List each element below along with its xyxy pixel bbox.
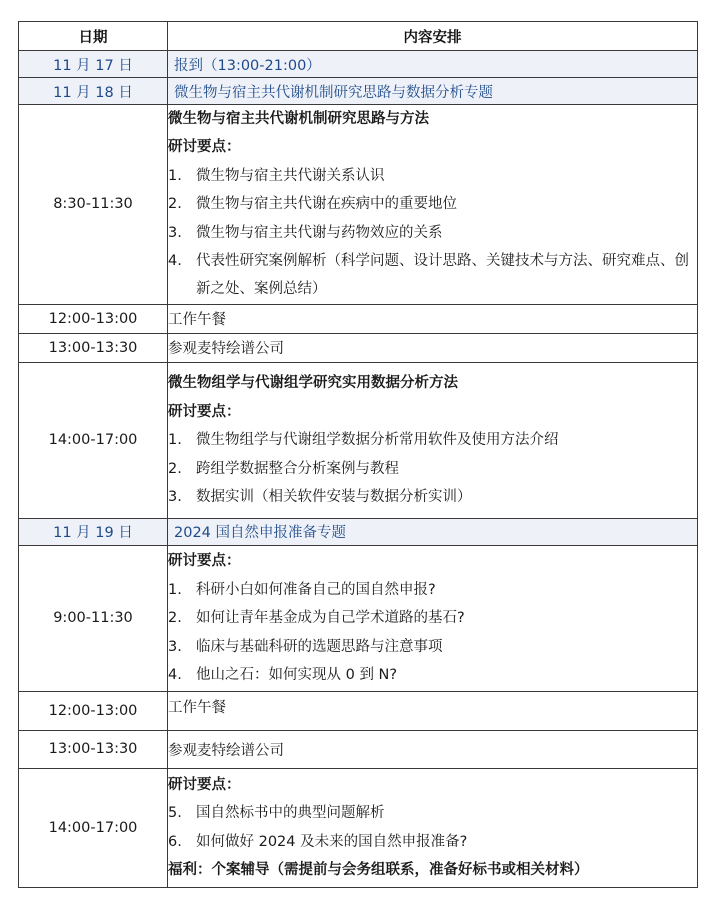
- item-text: 如何做好 2024 及未来的国自然申报准备?: [196, 833, 468, 850]
- item-number: 2.: [168, 196, 182, 213]
- day-date: 11 月 18 日: [19, 78, 168, 105]
- list-item: [168, 190, 697, 218]
- item-number: 6.: [168, 833, 182, 850]
- item-text: 微生物与宿主共代谢关系认识: [196, 167, 385, 184]
- session-row: [19, 691, 698, 730]
- welfare-note: 福利：个案辅导（需提前与会务组联系，准备好标书或相关材料）: [168, 862, 589, 879]
- list-item: [168, 604, 697, 632]
- item-text: 跨组学数据整合分析案例与教程: [196, 460, 399, 477]
- session-text: 工作午餐: [168, 304, 698, 333]
- list-item: [168, 247, 697, 304]
- session-row: [19, 730, 698, 768]
- session-row: [19, 333, 698, 362]
- item-text: 他山之石：如何实现从 0 到 N?: [196, 666, 398, 683]
- points-label: 研讨要点：: [168, 777, 241, 794]
- session-time: 13:00-13:30: [19, 730, 168, 768]
- session-text: 参观麦特绘谱公司: [168, 730, 698, 768]
- item-number: 3.: [168, 638, 182, 655]
- header-date: 日期: [19, 22, 168, 51]
- session-content: [168, 545, 698, 691]
- item-text: 代表性研究案例解析（科学问题、设计思路、关键技术与方法、研究难点、创新之处、案例总结）: [196, 253, 689, 298]
- session-content: [168, 768, 698, 887]
- item-number: 2.: [168, 610, 182, 627]
- day-date: 11 月 17 日: [19, 51, 168, 78]
- session-time: 13:00-13:30: [19, 333, 168, 362]
- item-number: 2.: [168, 460, 182, 477]
- points-label: 研讨要点：: [168, 139, 241, 156]
- session-time: 12:00-13:00: [19, 691, 168, 730]
- session-time: 9:00-11:30: [19, 545, 168, 691]
- schedule-table: [18, 21, 698, 888]
- session-time: 14:00-17:00: [19, 768, 168, 887]
- item-number: 3.: [168, 488, 182, 505]
- item-text: 科研小白如何准备自己的国自然申报?: [196, 581, 436, 598]
- day-title: 微生物与宿主共代谢机制研究思路与数据分析专题: [168, 78, 698, 105]
- item-text: 临床与基础科研的选题思路与注意事项: [196, 638, 443, 655]
- table-header-row: [19, 22, 698, 51]
- session-time: 8:30-11:30: [19, 105, 168, 305]
- item-number: 3.: [168, 224, 182, 241]
- list-item: [168, 799, 697, 827]
- list-item: [168, 455, 697, 483]
- session-title: 微生物与宿主共代谢机制研究思路与方法: [168, 111, 429, 127]
- item-text: 微生物与宿主共代谢与药物效应的关系: [196, 224, 443, 241]
- session-title: 微生物组学与代谢组学研究实用数据分析方法: [168, 375, 458, 392]
- day-title: 报到（13:00-21:00）: [168, 51, 698, 78]
- session-time: 14:00-17:00: [19, 362, 168, 518]
- header-content: 内容安排: [168, 22, 698, 51]
- session-row: [19, 545, 698, 691]
- list-item: [168, 426, 697, 454]
- session-row: [19, 768, 698, 887]
- session-row: [19, 105, 698, 305]
- item-number: 5.: [168, 805, 182, 822]
- item-number: 1.: [168, 167, 182, 184]
- list-item: [168, 162, 697, 190]
- session-time: 12:00-13:00: [19, 304, 168, 333]
- session-text: 参观麦特绘谱公司: [168, 333, 698, 362]
- day-title: 2024 国自然申报准备专题: [168, 518, 698, 545]
- day-row-nov18: [19, 78, 698, 105]
- item-text: 数据实训（相关软件安装与数据分析实训）: [196, 488, 472, 505]
- item-text: 如何让青年基金成为自己学术道路的基石?: [196, 610, 465, 627]
- list-item: [168, 483, 697, 511]
- item-number: 1.: [168, 432, 182, 449]
- session-row: [19, 362, 698, 518]
- item-text: 国自然标书中的典型问题解析: [196, 805, 385, 822]
- session-row: [19, 304, 698, 333]
- list-item: [168, 661, 697, 689]
- item-text: 微生物与宿主共代谢在疾病中的重要地位: [196, 196, 457, 213]
- list-item: [168, 633, 697, 661]
- list-item: [168, 576, 697, 604]
- item-number: 4.: [168, 253, 182, 270]
- session-text: 工作午餐: [168, 691, 698, 730]
- points-label: 研讨要点：: [168, 553, 241, 570]
- list-item: [168, 219, 697, 247]
- day-date: 11 月 19 日: [19, 518, 168, 545]
- day-row-nov19: [19, 518, 698, 545]
- list-item: [168, 828, 697, 856]
- day-row-nov17: [19, 51, 698, 78]
- session-content: [168, 362, 698, 518]
- item-number: 4.: [168, 666, 182, 683]
- item-text: 微生物组学与代谢组学数据分析常用软件及使用方法介绍: [196, 432, 559, 449]
- points-label: 研讨要点：: [168, 403, 241, 420]
- item-number: 1.: [168, 581, 182, 598]
- session-content: [168, 105, 698, 305]
